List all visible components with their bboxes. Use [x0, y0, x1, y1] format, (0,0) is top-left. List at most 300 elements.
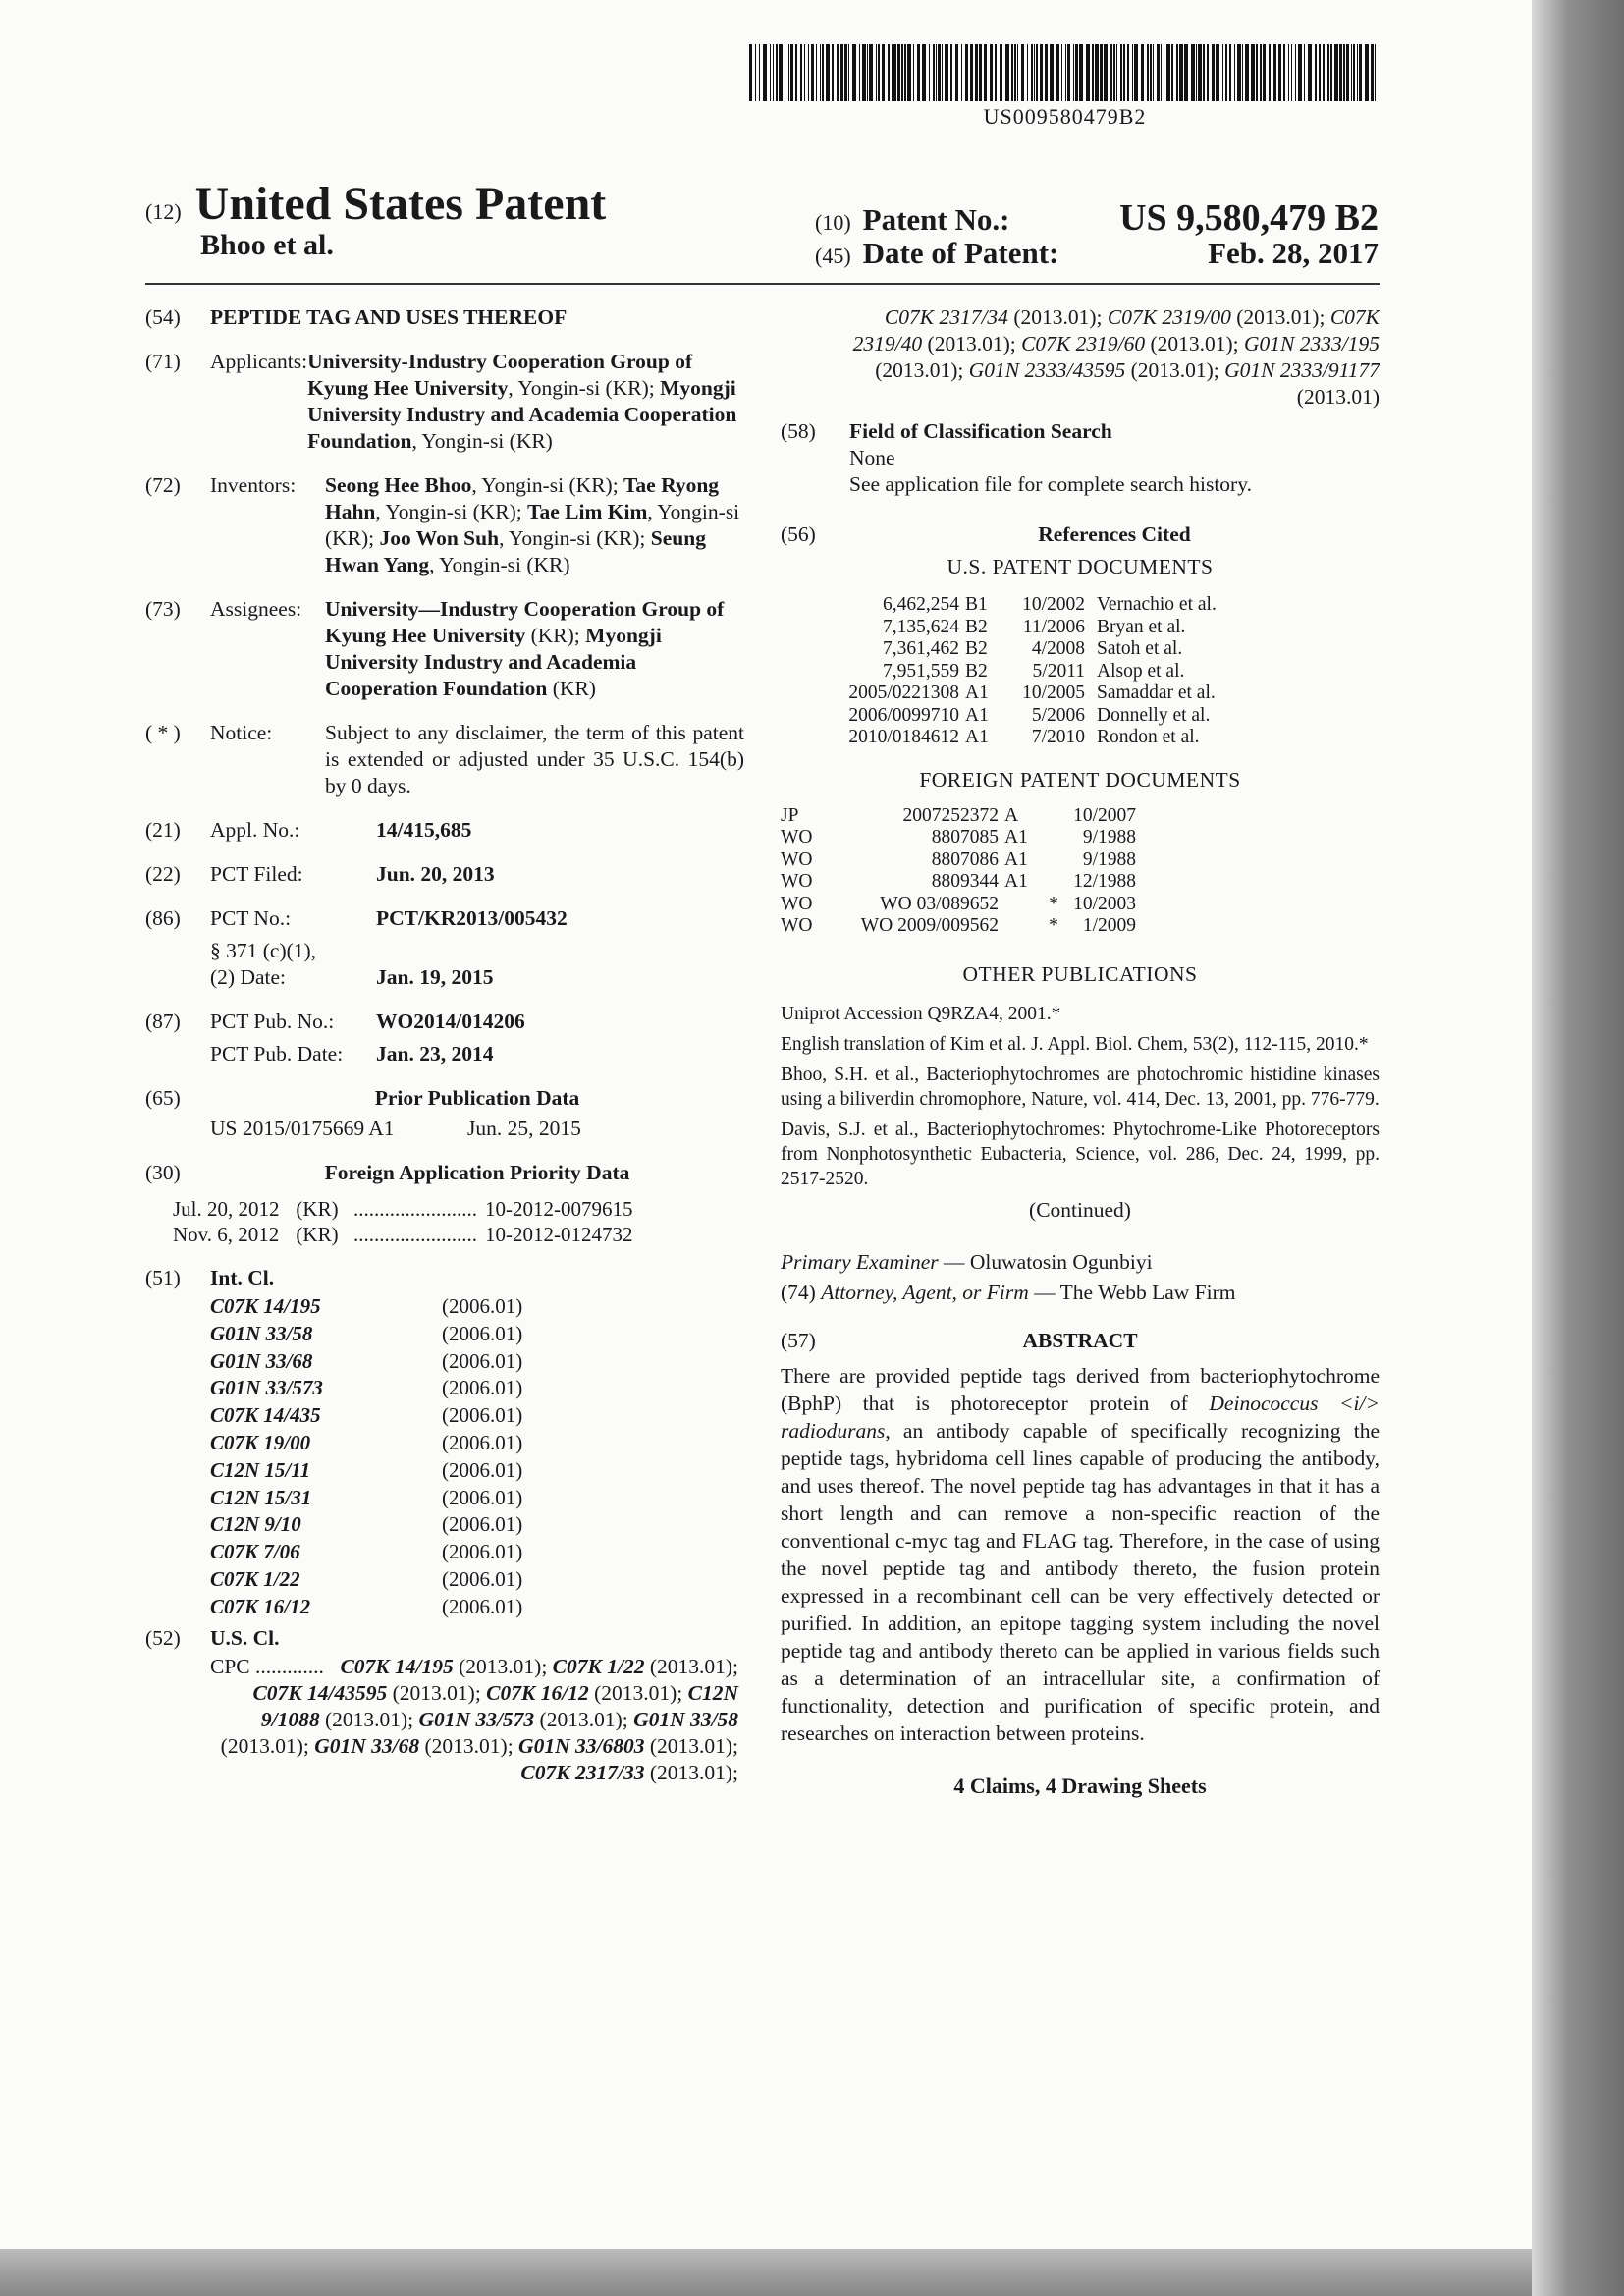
priority-country: (KR)	[296, 1223, 339, 1246]
inventor-name: Seong Hee Bhoo	[325, 473, 472, 497]
barcode-bar	[1061, 44, 1062, 101]
int-cl-table	[210, 1293, 522, 1621]
label	[210, 938, 376, 991]
label: Notice:	[210, 721, 273, 744]
barcode-bar	[1291, 44, 1292, 101]
barcode-bar	[1256, 44, 1258, 101]
int-cl-row	[210, 1321, 522, 1348]
int-cl-row	[210, 1485, 522, 1512]
date-of-patent: Feb. 28, 2017	[1208, 236, 1379, 270]
code: (71)	[145, 350, 181, 373]
doc-kind: A1	[1004, 871, 1028, 892]
barcode-bar	[1040, 44, 1043, 101]
doc-name: Bryan et al.	[1097, 616, 1186, 637]
barcode-bar	[1351, 44, 1352, 101]
inventors	[325, 472, 744, 578]
document-type-row	[145, 177, 606, 231]
doc-name: Vernachio et al.	[1097, 594, 1217, 615]
barcode-bar	[1269, 44, 1271, 101]
foreign-patent-docs-heading: FOREIGN PATENT DOCUMENTS	[919, 767, 1241, 792]
cpc-version: (2013.01);	[319, 1707, 419, 1731]
barcode-bar	[1234, 44, 1235, 101]
int-cl-class: C12N 9/10	[210, 1512, 301, 1537]
barcode-bar	[913, 44, 914, 101]
continued-note: (Continued)	[1029, 1197, 1131, 1222]
book-binding-edge	[1532, 0, 1624, 2296]
doc-star: *	[1049, 893, 1058, 914]
publication-entry: Bhoo, S.H. et al., Bacteriophytochromes are photochromic histidine kinases using a biliverdin chromophore, Nature, vol. 414, Dec. 13, 2001, pp. 776-779.	[781, 1064, 1380, 1110]
barcode-bar	[1021, 44, 1024, 101]
barcode-bar	[1308, 44, 1312, 101]
code: ( * )	[145, 721, 181, 744]
barcode-bar	[795, 44, 797, 101]
barcode-bar	[1176, 44, 1178, 101]
int-cl-version: (2006.01)	[442, 1594, 523, 1618]
barcode-bar	[811, 44, 814, 101]
left-column	[145, 304, 744, 1786]
search-line: See application file for complete search history.	[849, 472, 1252, 496]
code: (52)	[145, 1625, 181, 1650]
doc-kind: A1	[965, 727, 989, 747]
cpc-list-continued	[781, 304, 1380, 410]
section-heading: Int. Cl.	[210, 1266, 275, 1289]
cpc-class: G01N 33/58	[633, 1707, 738, 1731]
field-87-date	[145, 1041, 744, 1067]
label: Assignees:	[210, 597, 302, 621]
barcode-bar	[979, 44, 982, 101]
code: (73)	[145, 597, 181, 621]
priority-number: 10-2012-0079615	[485, 1197, 633, 1221]
doc-kind: A1	[965, 704, 989, 726]
barcode-bar	[1315, 44, 1317, 101]
other-publications-heading: OTHER PUBLICATIONS	[962, 961, 1198, 986]
barcode-bar	[1304, 44, 1305, 101]
barcode-bar	[1073, 44, 1074, 101]
int-cl-row	[210, 1375, 522, 1402]
int-cl-version: (2006.01)	[442, 1321, 523, 1345]
barcode-bar	[882, 44, 885, 101]
barcode-bar	[1245, 44, 1249, 101]
barcode-bar	[1207, 44, 1209, 101]
barcode-bar	[955, 44, 958, 101]
barcode-bar	[1343, 44, 1345, 101]
field-54	[145, 304, 744, 331]
spacer	[145, 938, 210, 991]
pct-pub-date: Jan. 23, 2014	[376, 1042, 494, 1066]
cpc-version: (2013.01);	[1145, 332, 1245, 355]
barcode-bar	[1086, 44, 1090, 101]
doc-date: 5/2011	[1032, 660, 1085, 682]
patent-number: US 9,580,479 B2	[1119, 197, 1379, 239]
barcode-bar	[859, 44, 860, 101]
barcode-bar	[1263, 44, 1266, 101]
field-71-applicants	[145, 349, 744, 455]
barcode-bar	[1153, 44, 1154, 101]
doc-number: WO 03/089652	[880, 893, 999, 914]
doc-date: 4/2008	[1031, 638, 1085, 659]
barcode-bar	[893, 44, 896, 101]
field-86-371	[145, 938, 744, 991]
barcode-bar	[832, 44, 834, 101]
barcode-bar	[1357, 44, 1358, 101]
field-22	[145, 861, 744, 888]
barcode-bar	[1375, 44, 1376, 101]
int-cl-row	[210, 1348, 522, 1376]
int-cl-class: G01N 33/68	[210, 1348, 313, 1373]
doc-star	[1044, 849, 1063, 872]
barcode-bar	[904, 44, 906, 101]
cpc-version: (2013.01);	[220, 1733, 315, 1758]
barcode-bar	[897, 44, 900, 101]
code: (58)	[781, 419, 816, 443]
doc-number: 2010/0184612	[848, 727, 959, 747]
label: Attorney, Agent, or Firm	[821, 1280, 1029, 1304]
barcode-bar	[1147, 44, 1149, 101]
cpc-version: (2013.01);	[922, 332, 1022, 355]
foreign-patent-docs-table	[781, 805, 1136, 938]
prior-publication-row	[145, 1116, 744, 1142]
inventor-location: , Yongin-si (KR);	[499, 526, 651, 550]
barcode-bar	[1251, 44, 1255, 101]
cpc-label: CPC .............	[210, 1654, 324, 1678]
doc-kind	[999, 915, 1044, 938]
int-cl-class: C12N 15/31	[210, 1485, 312, 1509]
barcode-bar	[1011, 44, 1013, 101]
barcode-bar	[878, 44, 880, 101]
field-72-inventors	[145, 472, 744, 578]
priority-date: Nov. 6, 2012	[173, 1223, 280, 1246]
doc-number: 7,135,624	[883, 616, 959, 637]
code: (51)	[145, 1266, 181, 1289]
priority-date: Jul. 20, 2012	[173, 1197, 280, 1221]
publication-entry: English translation of Kim et al. J. Appl. Biol. Chem, 53(2), 112-115, 2010.*	[781, 1033, 1369, 1055]
us-doc-row	[834, 638, 1217, 661]
spacer	[145, 1041, 210, 1067]
doc-date: 5/2006	[1031, 704, 1085, 726]
barcode-bar	[820, 44, 821, 101]
label-line: (2) Date:	[210, 965, 287, 989]
patent-number-row	[815, 196, 1379, 240]
int-cl-class: C07K 1/22	[210, 1566, 300, 1591]
field-30	[145, 1160, 744, 1186]
doc-date: 10/2005	[1022, 683, 1085, 703]
label: Inventors:	[210, 473, 297, 497]
us-doc-row	[834, 617, 1217, 639]
doc-number: 7,361,462	[883, 638, 959, 659]
pct-number: PCT/KR2013/005432	[376, 906, 568, 930]
barcode-bar	[844, 44, 847, 101]
abstract-part: , an antibody capable of specifically recognizing the peptide tags, hybridoma cell lines capable of producing the antibody, and uses thereof. The novel peptide tag has advantages in that it has a short length and can remove a non-specific reaction of the conventional c-myc tag and FLAG tag. Therefore, in the case of using the novel peptide tag and antibody thereto, the fusion protein expressed in a recombinant cell can be very effectively detected or purified. In addition, an epitope tagging system including the novel peptide tag and antibody thereto can be applied in various fields such as a determination of an intracellular site, a confirmation of functionality, detection and purification of specific protein, and researches on interaction between proteins.	[781, 1418, 1380, 1745]
right-column	[781, 304, 1380, 1799]
cpc-class: G01N 33/6803	[518, 1733, 645, 1758]
doc-number: 8809344	[931, 871, 999, 892]
barcode-bar	[1260, 44, 1262, 101]
priority-row	[173, 1196, 633, 1222]
examiner-name: — Oluwatosin Ogunbiyi	[938, 1249, 1153, 1274]
doc-date: 9/1988	[1082, 827, 1136, 847]
barcode-bar	[1222, 44, 1223, 101]
publication-entry: Davis, S.J. et al., Bacteriophytochromes: Phytochrome-Like Photoreceptors from Nonphotosynthetic Eubacteria, Science, vol. 286, Dec. 24, 1999, pp. 2517-2520.	[781, 1119, 1380, 1189]
barcode-bar	[1330, 44, 1332, 101]
barcode-bar	[1075, 44, 1078, 101]
cpc-class: C07K 2319/40	[852, 305, 1380, 355]
code: (56)	[781, 522, 816, 546]
document-type: United States Patent	[194, 178, 607, 230]
other-publications	[781, 1002, 1380, 1191]
barcode-bar	[984, 44, 987, 101]
int-cl-row	[210, 1511, 522, 1539]
doc-star	[1044, 805, 1063, 828]
field-65	[145, 1085, 744, 1112]
assignee-location: (KR)	[547, 677, 596, 700]
abstract-species: Deinococcus <i/> radiodurans	[781, 1391, 1380, 1443]
assignee-name: Myongji University Industry and Academia Cooperation Foundation	[325, 624, 662, 700]
label-line: § 371 (c)(1),	[210, 939, 317, 962]
header-rule	[145, 283, 1380, 285]
doc-date: 7/2010	[1031, 727, 1085, 747]
barcode-bar	[1092, 44, 1094, 101]
inventor-name: Seung Hwan Yang	[325, 526, 706, 576]
cpc-version: (2013.01);	[1007, 305, 1108, 329]
cpc-class: C07K 2317/34	[884, 305, 1008, 329]
claims-summary: 4 Claims, 4 Drawing Sheets	[953, 1773, 1207, 1798]
cpc-class: G01N 2333/195	[1244, 332, 1380, 355]
cpc-class: C07K 2319/60	[1021, 332, 1146, 355]
barcode-bar	[1157, 44, 1160, 101]
int-cl-row	[210, 1402, 522, 1430]
barcode-bar	[1319, 44, 1321, 101]
doc-date: 11/2006	[1022, 616, 1085, 637]
barcode-bar	[936, 44, 937, 101]
barcode-bar	[1229, 44, 1231, 101]
cpc-version: (2013.01);	[534, 1707, 634, 1731]
doc-country: WO	[781, 915, 813, 936]
foreign-doc-row	[781, 827, 1136, 849]
cpc-version: (2013.01);	[387, 1680, 487, 1705]
us-doc-row	[834, 594, 1217, 617]
barcode-bar	[1323, 44, 1325, 101]
field-87	[145, 1009, 744, 1035]
inventor-name: Tae Lim Kim	[527, 500, 648, 523]
cpc-version: (2013.01);	[644, 1733, 738, 1758]
doc-date: 1/2009	[1082, 915, 1136, 936]
barcode-bar	[1191, 44, 1195, 101]
barcode-bar	[1031, 44, 1033, 101]
barcode-bar	[763, 44, 767, 101]
barcode-bar	[1283, 44, 1285, 101]
field-21	[145, 817, 744, 844]
label: PCT Pub. Date:	[210, 1042, 344, 1066]
code: (30)	[145, 1161, 181, 1184]
doc-country: WO	[781, 871, 813, 892]
int-cl-class: G01N 33/573	[210, 1376, 323, 1400]
assignees	[325, 596, 744, 702]
applicant-location: , Yongin-si (KR)	[411, 429, 553, 453]
cpc-version: (2013.01);	[875, 358, 969, 382]
int-cl-row	[210, 1539, 522, 1566]
doc-kind: B1	[965, 594, 988, 615]
barcode-bar	[975, 44, 978, 101]
doc-kind: A1	[1004, 848, 1028, 870]
label: PCT Filed:	[210, 862, 303, 886]
barcode-bar	[867, 44, 868, 101]
publication-entry: Uniprot Accession Q9RZA4, 2001.*	[781, 1003, 1061, 1024]
prior-publication-date: Jun. 25, 2015	[467, 1117, 581, 1140]
barcode-bar	[1371, 44, 1374, 101]
barcode-bar	[800, 44, 802, 101]
doc-country: WO	[781, 893, 813, 914]
barcode-bar	[848, 44, 849, 101]
barcode-bar	[970, 44, 973, 101]
code: (72)	[145, 473, 181, 497]
doc-kind	[999, 894, 1044, 916]
barcode-bar	[950, 44, 952, 101]
doc-country: WO	[781, 827, 813, 847]
code: (22)	[145, 862, 181, 886]
int-cl-class: C07K 14/435	[210, 1403, 321, 1428]
cpc-class: C07K 2319/00	[1107, 305, 1231, 329]
int-cl-version: (2006.01)	[442, 1540, 523, 1564]
doc-kind: B2	[965, 638, 988, 659]
barcode-bar	[1056, 44, 1059, 101]
barcode-bar	[1027, 44, 1028, 101]
371-date: Jan. 19, 2015	[376, 965, 494, 989]
section-heading: Foreign Application Priority Data	[324, 1161, 630, 1184]
cpc-version: (2013.01);	[1230, 305, 1330, 329]
barcode-bar	[1100, 44, 1103, 101]
barcode-bar	[1095, 44, 1099, 101]
inventor-location: , Yongin-si (KR)	[429, 553, 570, 576]
barcode-bar	[822, 44, 824, 101]
foreign-doc-row	[781, 915, 1136, 938]
label: PCT Pub. No.:	[210, 1010, 335, 1033]
doc-kind: A	[1004, 804, 1019, 826]
int-cl-version: (2006.01)	[442, 1485, 523, 1509]
doc-name: Alsop et al.	[1097, 660, 1185, 682]
abstract-text	[781, 1362, 1380, 1747]
doc-kind: B2	[965, 616, 988, 637]
int-cl-version: (2006.01)	[442, 1457, 523, 1482]
cpc-version: (2013.01);	[644, 1654, 738, 1678]
code: (21)	[145, 818, 181, 842]
barcode-bar	[1045, 44, 1048, 101]
barcode-bar	[1123, 44, 1125, 101]
barcode-bar	[1120, 44, 1122, 101]
cpc-class: C12N 9/1088	[260, 1680, 738, 1731]
priority-dots: ........................	[353, 1197, 477, 1221]
cpc-list	[210, 1654, 744, 1786]
prior-publication-number: US 2015/0175669 A1	[210, 1117, 395, 1140]
barcode-bar	[1113, 44, 1115, 101]
doc-star: *	[1049, 915, 1058, 936]
barcode-bar	[1036, 44, 1038, 101]
priority-table	[173, 1196, 633, 1247]
barcode-number: US009580479B2	[983, 104, 1147, 129]
section-heading: Prior Publication Data	[374, 1086, 580, 1110]
barcode-bar	[1216, 44, 1219, 101]
int-cl-row	[210, 1293, 522, 1321]
cpc-class: C07K 1/22	[552, 1654, 645, 1678]
barcode-bar	[1327, 44, 1329, 101]
barcode-bar	[933, 44, 935, 101]
barcode-bar	[1288, 44, 1289, 101]
code: (87)	[145, 1010, 181, 1033]
barcode-bar	[1184, 44, 1188, 101]
barcode-bar	[1014, 44, 1016, 101]
int-cl-row	[210, 1594, 522, 1621]
barcode-bar	[1116, 44, 1117, 101]
field-51	[145, 1265, 744, 1291]
barcode-bar	[1346, 44, 1349, 101]
pct-pub-number: WO2014/014206	[376, 1010, 525, 1033]
barcode-bar	[1050, 44, 1054, 101]
field-57	[781, 1328, 1380, 1354]
doc-star	[1044, 871, 1063, 894]
barcode-bar	[1005, 44, 1009, 101]
doc-date: 10/2002	[1022, 594, 1085, 615]
barcode-bar	[990, 44, 993, 101]
field-52	[145, 1625, 744, 1652]
doc-name: Satoh et al.	[1097, 638, 1183, 659]
primary-examiner	[781, 1249, 1380, 1276]
foreign-doc-row	[781, 849, 1136, 872]
applicant-name: Myongji University Industry and Academia Cooperation Foundation	[307, 376, 737, 453]
barcode-bar	[1079, 44, 1083, 101]
barcode-bar	[759, 44, 760, 101]
barcode-bar	[788, 44, 789, 101]
doc-number: WO 2009/009562	[860, 915, 999, 936]
inventor-location: , Yongin-si (KR);	[325, 500, 740, 550]
barcode-bar	[779, 44, 783, 101]
assignee-location: (KR);	[525, 624, 586, 647]
barcode-bar	[995, 44, 997, 101]
code: (74)	[781, 1280, 816, 1304]
barcode-bar	[1198, 44, 1202, 101]
applicant-name: University-Industry Cooperation Group of Kyung Hee University	[307, 350, 693, 400]
authors: Bhoo et al.	[200, 229, 334, 261]
cpc-class: G01N 2333/43595	[968, 358, 1126, 382]
doc-star	[1044, 827, 1063, 849]
barcode-bar	[1065, 44, 1066, 101]
barcode-bar	[945, 44, 948, 101]
us-patent-docs-heading: U.S. PATENT DOCUMENTS	[947, 555, 1214, 578]
int-cl-row	[210, 1566, 522, 1594]
barcode-bar	[869, 44, 873, 101]
foreign-doc-row	[781, 805, 1136, 828]
int-cl-version: (2006.01)	[442, 1512, 523, 1537]
us-patent-docs-table	[834, 594, 1217, 749]
barcode-bar	[1339, 44, 1342, 101]
abstract-heading: ABSTRACT	[1022, 1328, 1138, 1352]
doc-kind: B2	[965, 660, 988, 682]
code: (86)	[145, 906, 181, 930]
barcode-bar	[876, 44, 877, 101]
int-cl-class: C12N 15/11	[210, 1457, 311, 1482]
barcode-bar	[1127, 44, 1129, 101]
barcode-bar	[892, 44, 893, 101]
cpc-version: (2013.01);	[453, 1654, 553, 1678]
barcode-bar	[852, 44, 856, 101]
doc-number: 2005/0221308	[848, 683, 959, 703]
field-56	[781, 521, 1380, 548]
cpc-version: (2013.01);	[419, 1733, 519, 1758]
priority-number: 10-2012-0124732	[485, 1223, 633, 1246]
cpc-class: G01N 33/573	[418, 1707, 535, 1731]
barcode-bar	[1134, 44, 1138, 101]
inventor-location: , Yongin-si (KR);	[375, 500, 528, 523]
barcode	[749, 44, 1380, 101]
barcode-bar	[1104, 44, 1108, 101]
